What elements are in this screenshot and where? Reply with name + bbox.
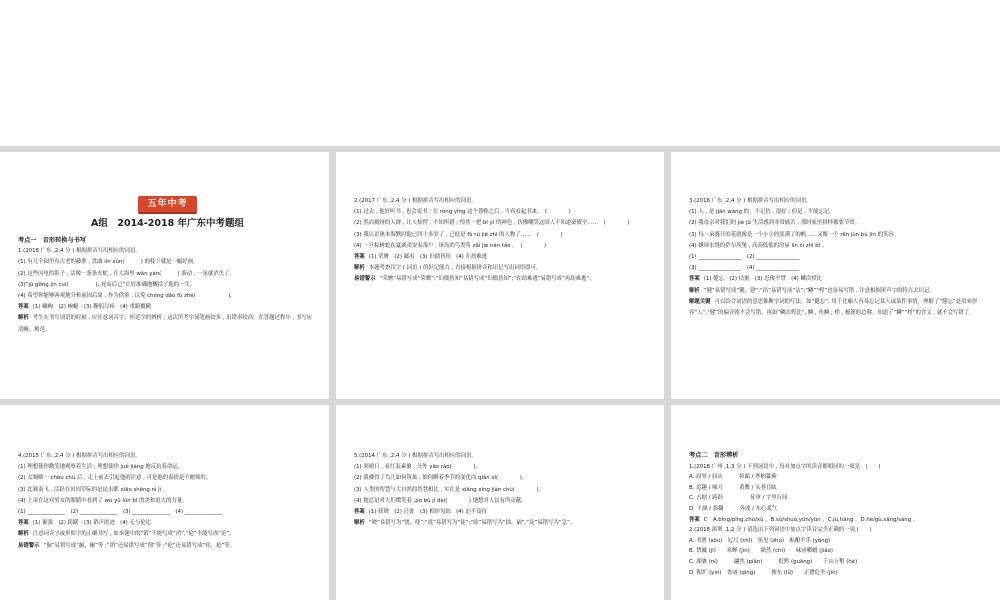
question-line: (2) 我骤得了鸟儿如何筑巢 , 如何瞬着季节的变化而 qiān xǐ( )。 bbox=[354, 475, 528, 482]
section-heading: 考点二 音形辨析 bbox=[689, 452, 739, 459]
question-line: (3) 比赛南飞 , 活跃在田间草际的是昆虫都 xiāo shēng nì jì 。 bbox=[18, 486, 169, 493]
option-line: D. 干涸 / 恭翻 奔波 / 东心柔气 bbox=[689, 505, 778, 512]
page-panel-5 bbox=[336, 405, 664, 600]
analysis-text: 注意词音字或形似字的正确书写 , 如本题中的“销”不能写成“消”,“伦”不能写成“论”。 bbox=[32, 531, 235, 538]
question-line: 3.(2016 广东 ,2,4 分 ) 根据拼音写出相应的词语。 bbox=[689, 198, 812, 204]
section-heading: 考点一 音形转换与书写 bbox=[18, 237, 87, 244]
page-panel-4 bbox=[0, 405, 329, 600]
analysis-label: 解析 bbox=[689, 287, 700, 294]
analysis-label: 解析 bbox=[18, 315, 29, 322]
question-line: (1) 人 , 是 jiàn wàng 的。不记仇 , 很好 ; 但是 , 不能忘记。 bbox=[689, 209, 835, 216]
question-line: 2.(2018 深圳 ,1,2 分 ) 请选出下列词语中加点字读音完全正确的一项 ( ) bbox=[689, 527, 872, 534]
page-panel-3 bbox=[671, 152, 1000, 399]
analysis-label: 解析 bbox=[354, 265, 365, 272]
blank-page-top bbox=[0, 0, 1000, 146]
page-content bbox=[689, 196, 988, 319]
page-panel-6 bbox=[671, 405, 1000, 600]
question-line: 2.(2017 广东 ,2,4 分 ) 根据拼音写出相应的词语。 bbox=[354, 198, 477, 204]
question-line: (2) 然而拥挤的人群 , 让人惊愕 , 不知所措 ; 惶然一把 bǐ yí 的神色 , 仿佛嘲笑这国人不知道豪敏全…… ( ) bbox=[354, 220, 630, 227]
analysis-text: 考生在书写词语的时候 , 应注意词音字、形近字的辨析 , 这次所考字词笔画较多 , 出错率较高。在答题过程中 , 书写应清晰、规范。 bbox=[18, 315, 313, 333]
question-line: (2) 这些闪电的影子 , 活像一条条火蛇 , 在大海里 wān yán( ) 游动 , 一晃就消失了。 bbox=[18, 270, 235, 277]
answer-blank: (2) ________________ bbox=[746, 254, 800, 261]
answer-label: 答案 bbox=[689, 276, 700, 283]
question-line: 5.(2014 广东 ,2,4 分 ) 根据拼音写出相应的词语。 bbox=[354, 453, 477, 459]
answer-text: (1) 荣膺 (2) 鄙夷 (3) 妇孺皆知 (4) 在劫难逃 bbox=[368, 254, 488, 261]
answer-label: 答案 bbox=[18, 304, 29, 311]
question-line: 1.(2018 广东 ,2,4 分 ) 根据拼音写出相应的词语。 bbox=[18, 248, 141, 255]
question-line: (4) 她总是对人们微笑着 ,pò bù jí dài( ) 地想对人民有所贡献。 bbox=[354, 497, 527, 504]
warning-label: 易错警示 bbox=[354, 276, 376, 283]
question-line: (4) 上帝在这对男女的眼睛中看到了 wú yǔ lún bǐ 的美和更大的力量。 bbox=[18, 497, 188, 504]
question-line: (1) 须晴日 , 看红装素裹 , 分外 yāo ráo( )。 bbox=[354, 464, 481, 471]
answer-text: (1) 嶙峋 (2) 蜿蜒 (3) 鞠躬尽瘁 (4) 重蹈覆辙 bbox=[32, 304, 152, 311]
answer-text: (1) 健忘 (2) 拮据 (3) 忍俊不禁 (4) 鳞次栉比 bbox=[703, 276, 823, 283]
page-content bbox=[354, 451, 652, 529]
option-line: B. 追趣 / 厢方 黄鳖 / 头巷目眩 bbox=[689, 484, 777, 491]
question-line: (3) 每一朵盛开的花就像是一个小小的张满了的帆……又像一个 rěn jùn bù jīn 的笑容。 bbox=[689, 231, 900, 238]
page-content bbox=[689, 451, 988, 578]
question-line: 4.(2015 广东 ,2,4 分 ) 根据拼音写出相应的词语。 bbox=[18, 453, 141, 459]
warning-text: “倔”易错写成“掘、崛”等 ;“销”还易错写成“削”等 ;“伦”还易错写成“轮、抡”等。 bbox=[43, 542, 236, 549]
question-line: (2) 我母亲对我们的 jié jū 生活感到非常痛苦 , 那时家里拼样都要节省。 bbox=[689, 220, 861, 227]
page-content bbox=[354, 196, 652, 286]
question-line: (1) 有几个园里有古老的藤萝 , 盘曲 lín xún( ) 的枝干就是一幅好画。 bbox=[18, 259, 199, 266]
option-line: B. 禁巍 (jī) 寒蝉 (jìn) 藉然 (chì) 味同嚼蜡 (jiáo) bbox=[689, 548, 833, 555]
option-line: C. 占据 / 跨跃 征审 / 字里行间 bbox=[689, 495, 788, 502]
answer-blank: (1) ________________ bbox=[689, 254, 742, 261]
group-title: A组 2014-2018 年广东中考题组 bbox=[91, 218, 244, 229]
page-content bbox=[18, 196, 317, 336]
page-panel-1 bbox=[0, 152, 329, 399]
key-label: 解题关键 bbox=[689, 298, 711, 305]
question-line: 1.(2018 广州 ,1,3 分 ) 下列词语中 , 每对加点字的读音都相同的一项是 ( ) bbox=[689, 463, 881, 470]
question-line: (3) 人类的智慧与大自然的智慧相比 , 实在是 xiāng xíng jiàn chù( )。 bbox=[354, 486, 545, 493]
answer-label: 答案 bbox=[689, 516, 700, 523]
answer-text: (1) 倔强 (2) 踌躇 (3) 销声匿迹 (4) 无与伦比 bbox=[32, 520, 152, 527]
answer-label: 答案 bbox=[354, 254, 365, 261]
banner-five-year-exam: 五年中考 bbox=[138, 196, 196, 214]
question-line: (3) 我认识奥本海默时他已四十多岁了 , 已经是 fù rú jiē zhī 的人物了…… ( ) bbox=[354, 231, 563, 238]
answer-text: C A.bǐng/pǐng,chù/xù 。B.sù/shuò,yūn/yūn 。C.jù,hàng 。D.hé/gù,sāng/sàng 。 bbox=[703, 516, 919, 523]
key-text: 可以结合词语的意思推断字词的写法。如“健忘”, 用于比喻人容易忘记某人或某件事情。理解了“健忘”是用来形容“人”,“健”的偏旁就不会写错。再如“鳞次栉比”, 鳞 , 鱼鳞 ; 栉 , 梳篦的总称。知道了“鳞”“栉”的含义 , 就不会写错了。 bbox=[689, 298, 978, 317]
answer-blank: (3) ________________ bbox=[689, 265, 742, 272]
question-line: (4) 蜂环水绕的萨尔茨堡 , 高高低低的房屋 lín cì zhì bǐ 。 bbox=[689, 242, 828, 249]
analysis-text: 本题考查汉字 ( 词语 ) 的识记能力 , 直接根据拼音和识记写出词语即可。 bbox=[368, 265, 542, 272]
option-line: A. 屈辱 / 屈从 掉漏 / 斧柄薹蕨 bbox=[689, 474, 777, 481]
option-line: C. 湖裹 (ní) 翩然 (piān) 贬黔 (guāng) 千山万壑 (hè) bbox=[689, 558, 858, 565]
warning-label: 易错警示 bbox=[18, 542, 40, 549]
warning-text: “荣膺”易错写成“荣鹰”;“妇孺皆知”易错写成“妇儒皆知”;“在劫难逃”易错写成“再劫难逃”。 bbox=[379, 276, 595, 283]
question-line: (4) 希望你能够客观地分析前因后果 , 作为借鉴 , 以免 chóng dǎo fù zhé( )。 bbox=[18, 293, 236, 300]
page-content bbox=[18, 451, 317, 552]
analysis-label: 解析 bbox=[354, 520, 365, 527]
option-line: D. 粗圹 (yín) 杏丽 (qìng) 掳东 (lǜ) 正襟危坐 (jīn) bbox=[689, 569, 838, 576]
answer-label: 答案 bbox=[354, 509, 365, 516]
question-line: (1) 理想使你微笑地观察着生活 ; 理想使你 jué jiàng 地反抗着命运。 bbox=[18, 464, 184, 471]
analysis-text: “娆”易错写为“饶、绕”;“徙”易错写为“徒”;“绌”易错写为“拙、础”,“及”易错写为“急”。 bbox=[368, 520, 576, 527]
question-line: (3)“jū gōng jìn cuì( ), 死而后已”正好准确地概括了他的一生。 bbox=[18, 281, 196, 288]
answer-blank: (4) ________________ bbox=[746, 265, 800, 272]
analysis-text: “健”易错写成“键、建”;“拮”易错写成“洁”;“鳞”“栉”也容易写错 , 注意根据形声字的特点去识记。 bbox=[703, 287, 935, 294]
page-panel-2 bbox=[336, 152, 664, 399]
answer-text: (1) 妖娆 (2) 迁徙 (3) 相形见绌 (4) 迫不及待 bbox=[368, 509, 488, 516]
answer-blanks: (1) ______________ (2) ______________ (3) ______________ (4) ______________ bbox=[18, 509, 223, 516]
question-line: (2) 女娲略一 chóu chú 后 , 走上前去引起他的注意 , 可是他的表情是不耐烦的。 bbox=[18, 475, 212, 482]
analysis-label: 解析 bbox=[18, 531, 29, 538]
option-line: A. 书匮 (sǒu) 尼尺 (chǐ) 狙见 (zhù) 酝酿不乐 (yàng) bbox=[689, 537, 831, 544]
question-line: (4) 一旦棕树蛇在夏威夷安家落户 , 该岛的鸟类将 zāi jié nán táo 。 ( ) bbox=[354, 242, 547, 249]
question-line: (1) 过去 , 他好听书 , 也会说书 ; 在 róng yīng 这个尊称之后 , 当真看起书来。 ( ) bbox=[354, 209, 571, 216]
answer-label: 答案 bbox=[18, 520, 29, 527]
